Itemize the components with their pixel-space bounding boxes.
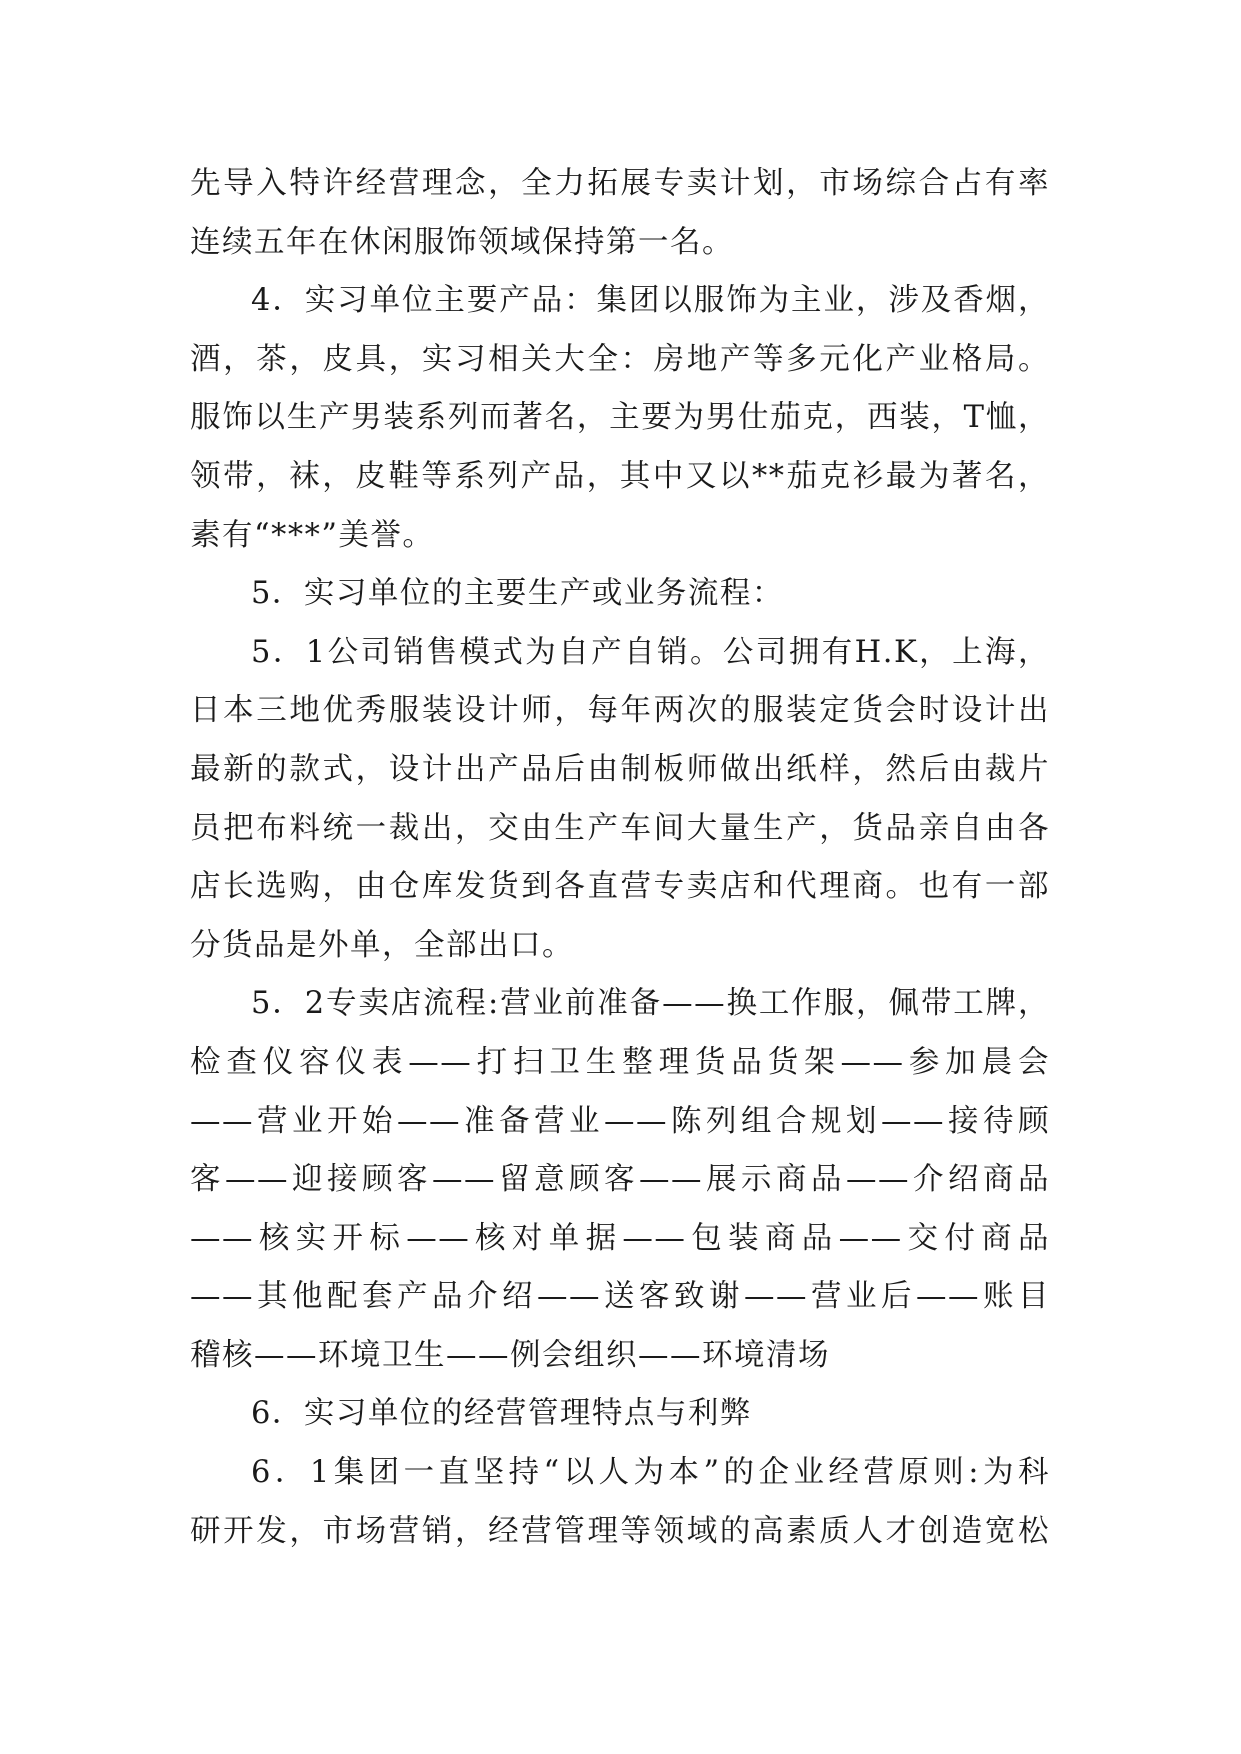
text-line: ——核实开标——核对单据——包装商品——交付商品 xyxy=(190,1220,1050,1256)
text-line: 先导入特许经营理念，全力拓展专卖计划，市场综合占有率 xyxy=(190,166,1050,201)
text-line: 5．2专卖店流程:营业前准备——换工作服，佩带工牌， xyxy=(251,986,1050,1022)
text-line: 6．1集团一直坚持“以人为本”的企业经营原则:为科 xyxy=(251,1455,1050,1491)
text-line: 4．实习单位主要产品：集团以服饰为主业，涉及香烟， xyxy=(251,283,1050,319)
text-line: 检查仪容仪表——打扫卫生整理货品货架——参加晨会 xyxy=(190,1044,1050,1080)
text-line: 分货品是外单，全部出口。 xyxy=(190,927,574,963)
text-line: 5．实习单位的主要生产或业务流程： xyxy=(251,576,784,612)
text-line: 连续五年在休闲服饰领域保持第一名。 xyxy=(190,224,734,260)
text-line: 5．1公司销售模式为自产自销。公司拥有H.K，上海， xyxy=(251,634,1050,670)
text-line: 稽核——环境卫生——例会组织——环境清场 xyxy=(190,1337,830,1373)
text-line: 研开发，市场营销，经营管理等领域的高素质人才创造宽松 xyxy=(190,1513,1050,1549)
text-line: ——其他配套产品介绍——送客致谢——营业后——账目 xyxy=(190,1279,1050,1315)
text-line: 领带，袜，皮鞋等系列产品，其中又以**茄克衫最为著名， xyxy=(190,458,1050,494)
body-text xyxy=(190,155,1050,1561)
text-line: 客——迎接顾客——留意顾客——展示商品——介绍商品 xyxy=(190,1162,1050,1198)
text-line: 服饰以生产男装系列而著名，主要为男仕茄克，西装，T恤， xyxy=(190,400,1050,436)
text-line: 店长选购，由仓库发货到各直营专卖店和代理商。也有一部 xyxy=(190,869,1050,905)
text-line: 最新的款式，设计出产品后由制板师做出纸样，然后由裁片 xyxy=(190,751,1050,787)
text-line: ——营业开始——准备营业——陈列组合规划——接待顾 xyxy=(190,1103,1050,1139)
text-line: 员把布料统一裁出，交由生产车间大量生产，货品亲自由各 xyxy=(190,810,1050,846)
text-line: 酒，茶，皮具，实习相关大全：房地产等多元化产业格局。 xyxy=(190,341,1050,377)
text-line: 素有“***”美誉。 xyxy=(190,517,435,553)
text-line: 日本三地优秀服装设计师，每年两次的服装定货会时设计出 xyxy=(190,693,1050,729)
text-line: 6．实习单位的经营管理特点与利弊 xyxy=(251,1396,752,1432)
